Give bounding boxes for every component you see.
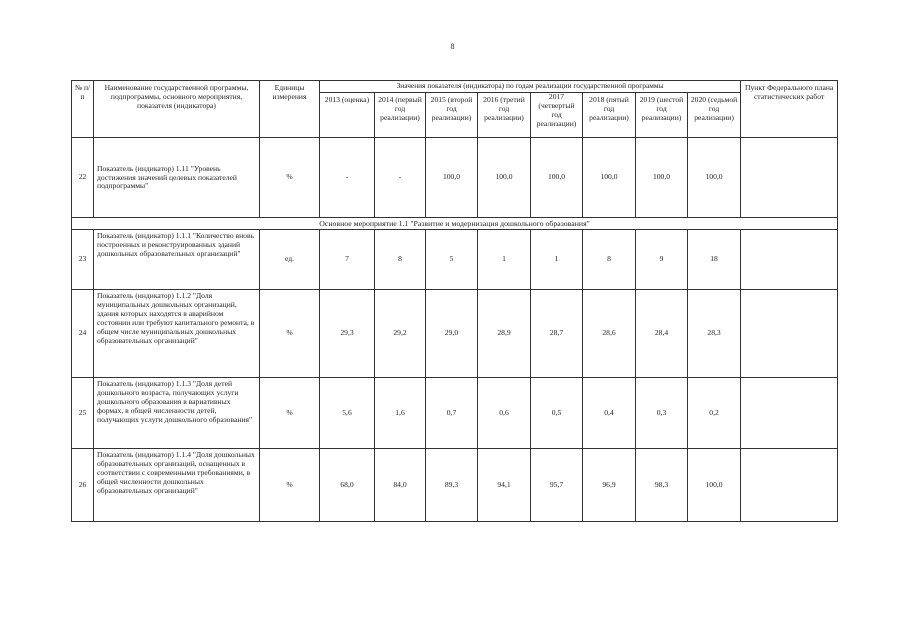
- row-number: 22: [72, 138, 94, 218]
- fed-plan-cell: [741, 290, 838, 378]
- header-year-2015: 2015 (второй год реализации): [426, 93, 478, 138]
- value-cell: 100,0: [478, 138, 531, 218]
- value-cell: 28,4: [636, 290, 688, 378]
- value-cell: 68,0: [320, 449, 375, 522]
- page-number: 8: [450, 42, 455, 51]
- header-values-group: Значения показателя (индикатора) по годам реализации государственной программы: [320, 81, 741, 93]
- header-year-2019: 2019 (шестой год реализации): [636, 93, 688, 138]
- header-year-2018: 2018 (пятый год реализации): [583, 93, 636, 138]
- value-cell: 100,0: [688, 449, 741, 522]
- fed-plan-cell: [741, 138, 838, 218]
- unit-cell: %: [260, 290, 320, 378]
- value-cell: 98,3: [636, 449, 688, 522]
- value-cell: 28,9: [478, 290, 531, 378]
- table-row: [72, 290, 838, 378]
- value-cell: 96,9: [583, 449, 636, 522]
- value-cell: 100,0: [426, 138, 478, 218]
- value-cell: 0,7: [426, 378, 478, 449]
- unit-cell: %: [260, 449, 320, 522]
- header-num: № п/п: [72, 81, 94, 138]
- indicator-name: Показатель (индикатор) 1.11 "Уровень достижения значений целевых показателей подпрограммы": [94, 138, 260, 218]
- row-number: 25: [72, 378, 94, 449]
- value-cell: 100,0: [583, 138, 636, 218]
- fed-plan-cell: [741, 449, 838, 522]
- header-fed-plan: Пункт Федерального плана статистических работ: [741, 81, 838, 138]
- unit-cell: ед.: [260, 230, 320, 290]
- value-cell: 95,7: [531, 449, 583, 522]
- header-unit: Единицы измерения: [260, 81, 320, 138]
- value-cell: 1: [478, 230, 531, 290]
- value-cell: 28,7: [531, 290, 583, 378]
- subheading: Основное мероприятие 1.1 "Развитие и модернизация дошкольного образования": [72, 218, 838, 230]
- indicator-name: Показатель (индикатор) 1.1.4 "Доля дошкольных образовательных организаций, оснащенных в соответствии с современными требованиями, в общей численности дошкольных образовательных организаций": [94, 449, 260, 522]
- indicator-name: Показатель (индикатор) 1.1.3 "Доля детей дошкольного возраста, получающих услуги дошкольного образования в вариативных формах, в общей численности детей, получающих услуги дошкольного образования": [94, 378, 260, 449]
- header-name: Наименование государственной программы, подпрограммы, основного мероприятия, показателя (индикатора): [94, 81, 260, 138]
- row-number: 26: [72, 449, 94, 522]
- value-cell: 1: [531, 230, 583, 290]
- table-row: [72, 138, 838, 218]
- value-cell: 5: [426, 230, 478, 290]
- value-cell: 0,3: [636, 378, 688, 449]
- table-row: [72, 378, 838, 449]
- value-cell: -: [375, 138, 426, 218]
- header-year-2016: 2016 (третий год реализации): [478, 93, 531, 138]
- value-cell: 100,0: [636, 138, 688, 218]
- value-cell: 94,1: [478, 449, 531, 522]
- unit-cell: %: [260, 378, 320, 449]
- value-cell: 100,0: [531, 138, 583, 218]
- value-cell: 0,2: [688, 378, 741, 449]
- table-row: [72, 230, 838, 290]
- value-cell: 7: [320, 230, 375, 290]
- value-cell: -: [320, 138, 375, 218]
- value-cell: 8: [375, 230, 426, 290]
- header-year-2013: 2013 (оценка): [320, 93, 375, 138]
- value-cell: 18: [688, 230, 741, 290]
- fed-plan-cell: [741, 230, 838, 290]
- indicator-name: Показатель (индикатор) 1.1.2 "Доля муниципальных дошкольных организаций, здания которых находятся в аварийном состоянии или требуют капитального ремонта, в общем числе муниципальных дошкольных образовательных организаций": [94, 290, 260, 378]
- fed-plan-cell: [741, 378, 838, 449]
- value-cell: 1,6: [375, 378, 426, 449]
- header-year-2017: 2017 (четвертый год реализации): [531, 93, 583, 138]
- value-cell: 9: [636, 230, 688, 290]
- value-cell: 0,4: [583, 378, 636, 449]
- value-cell: 100,0: [688, 138, 741, 218]
- indicators-table: [71, 80, 838, 522]
- row-number: 24: [72, 290, 94, 378]
- header-year-2020: 2020 (седьмой год реализации): [688, 93, 741, 138]
- indicator-name: Показатель (индикатор) 1.1.1 "Количество вновь построенных и реконструированных зданий дошкольных образовательных организаций": [94, 230, 260, 290]
- value-cell: 29,3: [320, 290, 375, 378]
- value-cell: 28,6: [583, 290, 636, 378]
- value-cell: 0,6: [478, 378, 531, 449]
- unit-cell: %: [260, 138, 320, 218]
- value-cell: 5,6: [320, 378, 375, 449]
- header-year-2014: 2014 (первый год реализации): [375, 93, 426, 138]
- table-row: [72, 449, 838, 522]
- value-cell: 89,3: [426, 449, 478, 522]
- value-cell: 84,0: [375, 449, 426, 522]
- value-cell: 8: [583, 230, 636, 290]
- value-cell: 29,2: [375, 290, 426, 378]
- value-cell: 0,5: [531, 378, 583, 449]
- value-cell: 29,0: [426, 290, 478, 378]
- value-cell: 28,3: [688, 290, 741, 378]
- subheading-row: [72, 218, 838, 230]
- row-number: 23: [72, 230, 94, 290]
